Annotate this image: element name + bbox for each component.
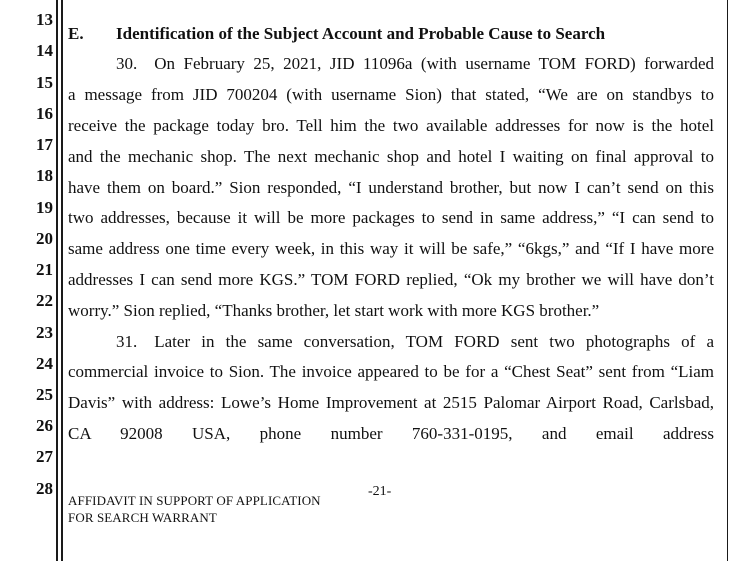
line-number: 13 [36, 10, 53, 29]
right-margin-rule [727, 0, 728, 561]
paragraph-line: worry.” Sion replied, “Thanks brother, let start work with more KGS brother.” [68, 301, 600, 320]
paragraph-line: same address one time every week, in this way it will be safe,” “6kgs,” and “If I have more [68, 239, 714, 258]
section-heading [68, 24, 714, 44]
footer-caption [68, 492, 321, 526]
paragraph-line: and the mechanic shop. The next mechanic shop and hotel I waiting on final approval to [68, 147, 714, 166]
page-number: -21- [368, 484, 392, 499]
paragraph-line: CA 92008 USA, phone number 760-331-0195, and email address [68, 424, 714, 443]
paragraph-line: addresses I can send more KGS.” TOM FORD replied, “Ok my brother we will have don’t [68, 270, 714, 289]
paragraph-line: 30. On February 25, 2021, JID 11096a (with username TOM FORD) forwarded [116, 54, 714, 73]
section-title: Identification of the Subject Account and Probable Cause to Search [116, 24, 606, 43]
line-number: 22 [36, 291, 53, 310]
paragraph-line: have them on board.” Sion responded, “I understand brother, but now I can’t send on this [68, 178, 714, 197]
line-number: 21 [36, 260, 53, 279]
paragraph-line: Davis” with address: Lowe’s Home Improvement at 2515 Palomar Airport Road, Carlsbad, [68, 393, 714, 412]
left-margin-rule-inner [61, 0, 63, 561]
footer-line: AFFIDAVIT IN SUPPORT OF APPLICATION [68, 493, 321, 508]
line-number: 23 [36, 323, 53, 342]
paragraph-line: a message from JID 700204 (with username Sion) that stated, “We are on standbys to [68, 85, 714, 104]
line-number: 25 [36, 385, 53, 404]
footer-line: FOR SEARCH WARRANT [68, 510, 217, 525]
paragraph-line: two addresses, because it will be more packages to send in same address,” “I can send to [68, 208, 714, 227]
line-number: 18 [36, 166, 53, 185]
paragraph-line: 31. Later in the same conversation, TOM FORD sent two photographs of a [116, 332, 714, 351]
paragraph-line: receive the package today bro. Tell him the two available addresses for now is the hotel [68, 116, 714, 135]
left-margin-rule-outer [56, 0, 58, 561]
line-number: 24 [36, 354, 53, 373]
section-label: E. [68, 24, 84, 43]
line-number: 27 [36, 447, 53, 466]
line-number: 15 [36, 73, 53, 92]
paragraph-line: commercial invoice to Sion. The invoice appeared to be for a “Chest Seat” sent from “Liam [68, 362, 714, 381]
line-number: 19 [36, 198, 53, 217]
line-number: 16 [36, 104, 53, 123]
line-number: 14 [36, 41, 53, 60]
line-number: 26 [36, 416, 53, 435]
line-number: 28 [36, 479, 53, 498]
line-number: 17 [36, 135, 53, 154]
line-number: 20 [36, 229, 53, 248]
